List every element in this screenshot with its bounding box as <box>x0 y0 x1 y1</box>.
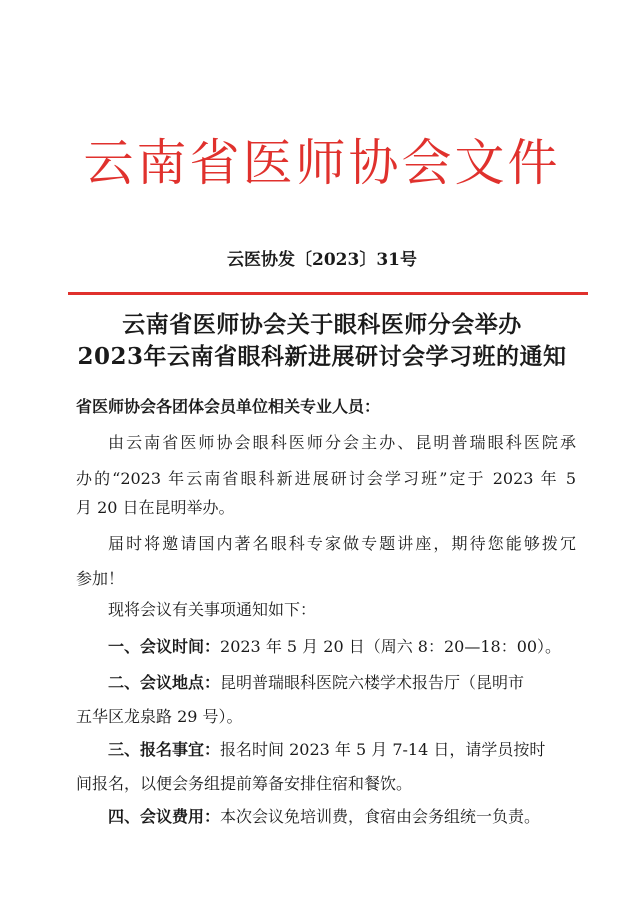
paragraph-1-line-1: 由云南省医师协会眼科医师分会主办、昆明普瑞眼科医院承 <box>108 433 576 452</box>
issuing-organization-header: 云南省医师协会文件 <box>83 134 561 192</box>
item-fees <box>108 806 540 828</box>
intro-line: 现将会议有关事项通知如下： <box>108 600 317 619</box>
item-registration-value-line-2: 间报名，以便会务组提前筹备安排住宿和餐饮。 <box>76 774 413 793</box>
item-location-label: 二、会议地点： <box>108 673 221 692</box>
paragraph-2-line-2: 参加！ <box>76 569 125 588</box>
item-location-value-line-1: 昆明普瑞眼科医院六楼学术报告厅（昆明市 <box>220 673 525 692</box>
notice-title-line-2: 2023年云南省眼科新进展研讨会学习班的通知 <box>77 343 567 370</box>
paragraph-1-line-2: 办的“2023 年云南省眼科新进展研讨会学习班”定于 2023 年 5 <box>76 469 576 488</box>
item-time <box>108 636 561 658</box>
paragraph-1-line-3: 月 20 日在昆明举办。 <box>76 498 235 517</box>
item-registration-label: 三、报名事宜： <box>108 740 221 759</box>
salutation: 省医师协会各团体会员单位相关专业人员： <box>76 397 381 416</box>
item-registration <box>108 739 545 761</box>
paragraph-2-line-1: 届时将邀请国内著名眼科专家做专题讲座，期待您能够拨冗 <box>108 534 576 553</box>
item-time-label: 一、会议时间： <box>108 637 221 656</box>
item-fees-value: 本次会议免培训费，食宿由会务组统一负责。 <box>220 807 541 826</box>
item-time-value: 2023 年 5 月 20 日（周六 8：20—18：00）。 <box>220 637 562 656</box>
document-number: 云医协发〔2023〕31号 <box>227 250 417 270</box>
item-fees-label: 四、会议费用： <box>108 807 221 826</box>
item-location-value-line-2: 五华区龙泉路 29 号）。 <box>76 707 243 726</box>
notice-title-line-1: 云南省医师协会关于眼科医师分会举办 <box>122 311 522 338</box>
item-registration-value-line-1: 报名时间 2023 年 5 月 7-14 日，请学员按时 <box>220 740 546 759</box>
item-location <box>108 672 524 694</box>
red-divider-line <box>68 292 588 295</box>
